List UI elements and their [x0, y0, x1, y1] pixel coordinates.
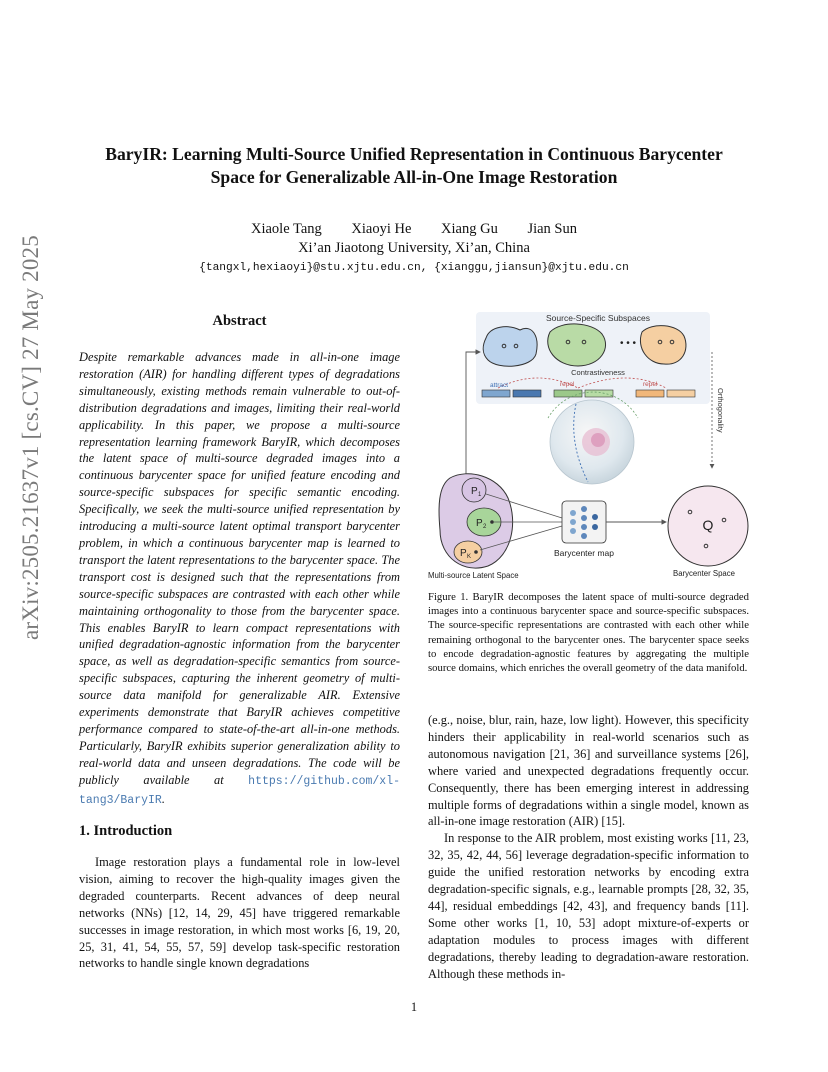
author-name: Xiang Gu [441, 221, 498, 237]
feature-bar [585, 390, 613, 397]
latent-space-label: Multi-source Latent Space [428, 571, 519, 580]
figure-caption: Figure 1. BaryIR decomposes the latent space of multi-source degraded images into a continuous barycenter space and source-specific subspaces. The source-specific representations are contrasted with each other while remaining orthogonal to the barycenter ones. The barycenter space seeks to encode degradation-agnostic features by aggregating the multiple source domains, which enriches the overall geometry of the data manifold. [428, 591, 749, 675]
repel-label: repel [643, 381, 658, 388]
intro-continuation: (e.g., noise, blur, rain, haze, low light). However, this specificity hinders their applicability in real-world scenarios such as autonomous navigation [21, 36] and surveillance systems [26], where varied and unexpected degradations frequently occur. Consequently, there has been emerging interest in addressing multiple forms of degradations within a single model, known as all-in-one image restoration (AIR) [15]. [428, 713, 749, 829]
feature-bar [513, 390, 541, 397]
barycenter-space-label: Barycenter Space [673, 569, 735, 578]
author-name: Jian Sun [527, 221, 577, 237]
top-label: Source-Specific Subspaces [546, 313, 650, 323]
abstract-body [79, 349, 400, 809]
abstract-end: . [161, 791, 165, 806]
right-column-text [428, 712, 749, 983]
page-number: 1 [410, 1000, 418, 1014]
barycenter-map-label: Barycenter map [554, 548, 614, 558]
abstract-heading: Abstract [212, 313, 267, 329]
feature-bar [482, 390, 510, 397]
code-link[interactable]: https://github.com/xl-tang3/BaryIR [79, 774, 400, 807]
ellipsis-dots: • • • [619, 338, 637, 349]
q-label: Q [702, 517, 714, 533]
pk-label: P [460, 548, 467, 559]
intro-paragraph: Image restoration plays a fundamental role in low-level vision, aiming to recover the high-quality images given the degraded counterparts. Recent advances of deep neural networks (NNs) [12, 14, 29, 45] have triggered remarkable successes in image restoration, in which most works [6, 19, 20, 25, 31, 41, 54, 55, 57, 59] develop task-specific restoration networks to handle single known degradations [79, 855, 400, 971]
attract-label: attract [490, 382, 509, 389]
svg-text:K: K [467, 554, 472, 560]
p2-label: P [476, 518, 483, 529]
feature-bar [636, 390, 664, 397]
figure-1-diagram [428, 308, 750, 586]
contrastiveness-label: Contrastiveness [571, 368, 625, 377]
intro-heading: 1. Introduction [79, 823, 173, 839]
orthogonality-label: Orthogonality [716, 388, 725, 433]
abstract-text: Despite remarkable advances made in all-in-one image restoration (AIR) for handling different types of degradations simultaneously, existing methods remain vulnerable to out-of-distribution degradations and images, limiting their real-world applicability. In this paper, we propose a multi-source representation learning framework BaryIR, which decomposes the latent space of multi-source degraded images into a continuous barycenter space for unified feature encoding and source-specific subspaces for specific semantic encoding. Specifically, we seek the multi-source unified representation by introducing a multi-source latent optimal transport barycenter problem, in which a continuous barycenter map is learned to transport the latent representations to the barycenter space. The transport cost is designed such that the representations from source-specific subspaces are contrasted with each other while maintaining orthogonality to those from the barycenter space. This enables BaryIR to learn compact representations with unified degradation-agnostic information from the barycenter space, as well as degradation-specific semantics from source-specific subspaces, capturing the inherent geometry of multi-source data manifold for generalizable AIR. Extensive experiments demonstrate that BaryIR achieves competitive performance compared to state-of-the-art all-in-one methods. Particularly, BaryIR exhibits superior generalization ability to real-world data and unseen degradations. The code will be publicly available at [79, 350, 400, 787]
intro-paragraph-2: In response to the AIR problem, most existing works [11, 23, 32, 35, 42, 44, 56] leverage degradation-specific information to guide the unified restoration networks by encoding extra degradation-specific signals, e.g., learnable prompts [28, 32, 35, 44], residual embeddings [42, 43], and frequency bands [11]. Some other works [1, 10, 53] adopt mixture-of-experts or adaptation modules to process images with different degradations, thereby leading to degradation-aware restoration. Although these methods in- [428, 831, 749, 981]
author-emails: {tangxl,hexiaoyi}@stu.xjtu.edu.cn, {xianggu,jiansun}@xjtu.edu.cn [199, 262, 629, 274]
repel-label: repel [560, 381, 575, 388]
author-names [100, 220, 728, 239]
author-name: Xiaole Tang [250, 221, 322, 237]
svg-text:1: 1 [478, 492, 482, 498]
author-name: Xiaoyi He [351, 221, 412, 237]
p1-label: P [471, 486, 478, 497]
blue-subspace-blob [483, 327, 537, 367]
feature-bar [667, 390, 695, 397]
affiliation: Xi’an Jiaotong University, Xi’an, China [298, 240, 530, 256]
feature-bar [554, 390, 582, 397]
author-block [100, 220, 728, 258]
arxiv-stamp: arXiv:2505.21637v1 [cs.CV] 27 May 2025 [18, 235, 43, 640]
paper-title: BaryIR: Learning Multi-Source Unified Representation in Continuous Barycenter Space for Generalizable All-in-One Image Restoration [105, 144, 723, 187]
svg-text:2: 2 [483, 524, 487, 530]
